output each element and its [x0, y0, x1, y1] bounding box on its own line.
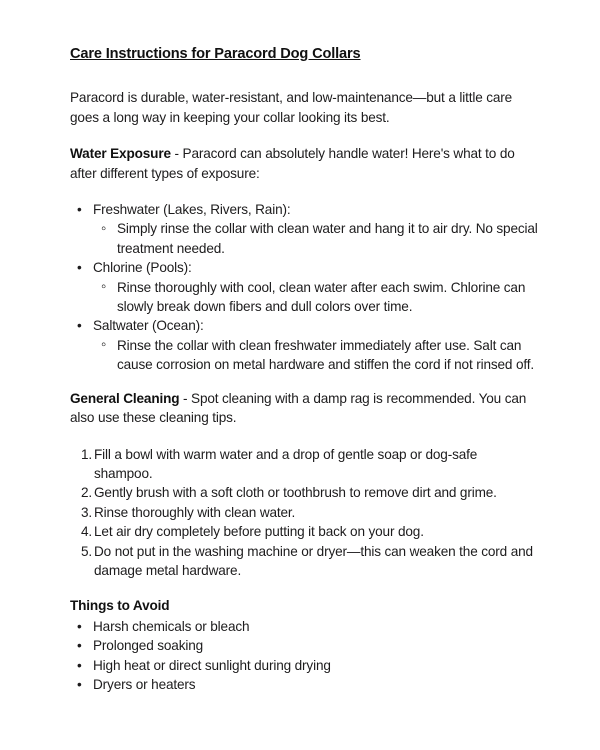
water-exposure-lead: - Paracord can absolutely handle water! Here's what to do after different types of exposure:	[70, 146, 515, 181]
list-item-saltwater-label: Saltwater (Ocean):	[93, 318, 204, 334]
water-exposure-heading: Water Exposure	[70, 146, 171, 162]
avoid-item-dryers: • Dryers or heaters	[70, 675, 538, 694]
document-title: Care Instructions for Paracord Dog Collars	[70, 46, 361, 62]
list-item-freshwater	[70, 200, 538, 258]
chlorine-sublist	[93, 278, 538, 317]
general-cleaning-paragraph	[70, 389, 538, 428]
list-item-freshwater-detail: ◦ Simply rinse the collar with clean water and hang it to air dry. No special treatment needed.	[93, 219, 538, 258]
cleaning-step-4: Let air dry completely before putting it back on your dog.	[94, 524, 424, 540]
things-to-avoid-list	[70, 617, 538, 695]
list-item-chlorine-label: Chlorine (Pools):	[93, 260, 192, 276]
things-to-avoid-heading: Things to Avoid	[70, 598, 170, 614]
cleaning-steps-list	[70, 445, 538, 581]
avoid-item-heat: • High heat or direct sunlight during drying	[70, 656, 538, 675]
freshwater-sublist	[93, 219, 538, 258]
general-cleaning-lead: - Spot cleaning with a damp rag is recommended. You can also use these cleaning tips.	[70, 390, 527, 426]
intro-paragraph: Paracord is durable, water-resistant, and low-maintenance—but a little care goes a long way in keeping your collar looking its best.	[70, 90, 513, 125]
cleaning-step-1: Fill a bowl with warm water and a drop of gentle soap or dog-safe shampoo.	[94, 446, 478, 481]
list-item-freshwater-label: Freshwater (Lakes, Rivers, Rain):	[93, 202, 291, 218]
avoid-item-chemicals: • Harsh chemicals or bleach	[70, 617, 538, 636]
general-cleaning-heading: General Cleaning	[70, 390, 180, 406]
list-item-chlorine	[70, 258, 538, 316]
cleaning-step-3: Rinse thoroughly with clean water.	[94, 504, 296, 520]
avoid-item-soaking: • Prolonged soaking	[70, 636, 538, 655]
list-item-saltwater	[70, 316, 538, 374]
list-item-saltwater-detail: ◦ Rinse the collar with clean freshwater immediately after use. Salt can cause corrosion on metal hardware and stiffen the cord if not rinsed off.	[93, 336, 538, 375]
saltwater-sublist	[93, 336, 538, 375]
cleaning-step-5: Do not put in the washing machine or dryer—this can weaken the cord and damage metal hardware.	[94, 543, 533, 578]
water-exposure-paragraph	[70, 144, 538, 183]
cleaning-step-2: Gently brush with a soft cloth or toothbrush to remove dirt and grime.	[94, 485, 497, 501]
water-exposure-list	[70, 200, 538, 375]
list-item-chlorine-detail: ◦ Rinse thoroughly with cool, clean water after each swim. Chlorine can slowly break down fibers and dull colors over time.	[93, 278, 538, 317]
